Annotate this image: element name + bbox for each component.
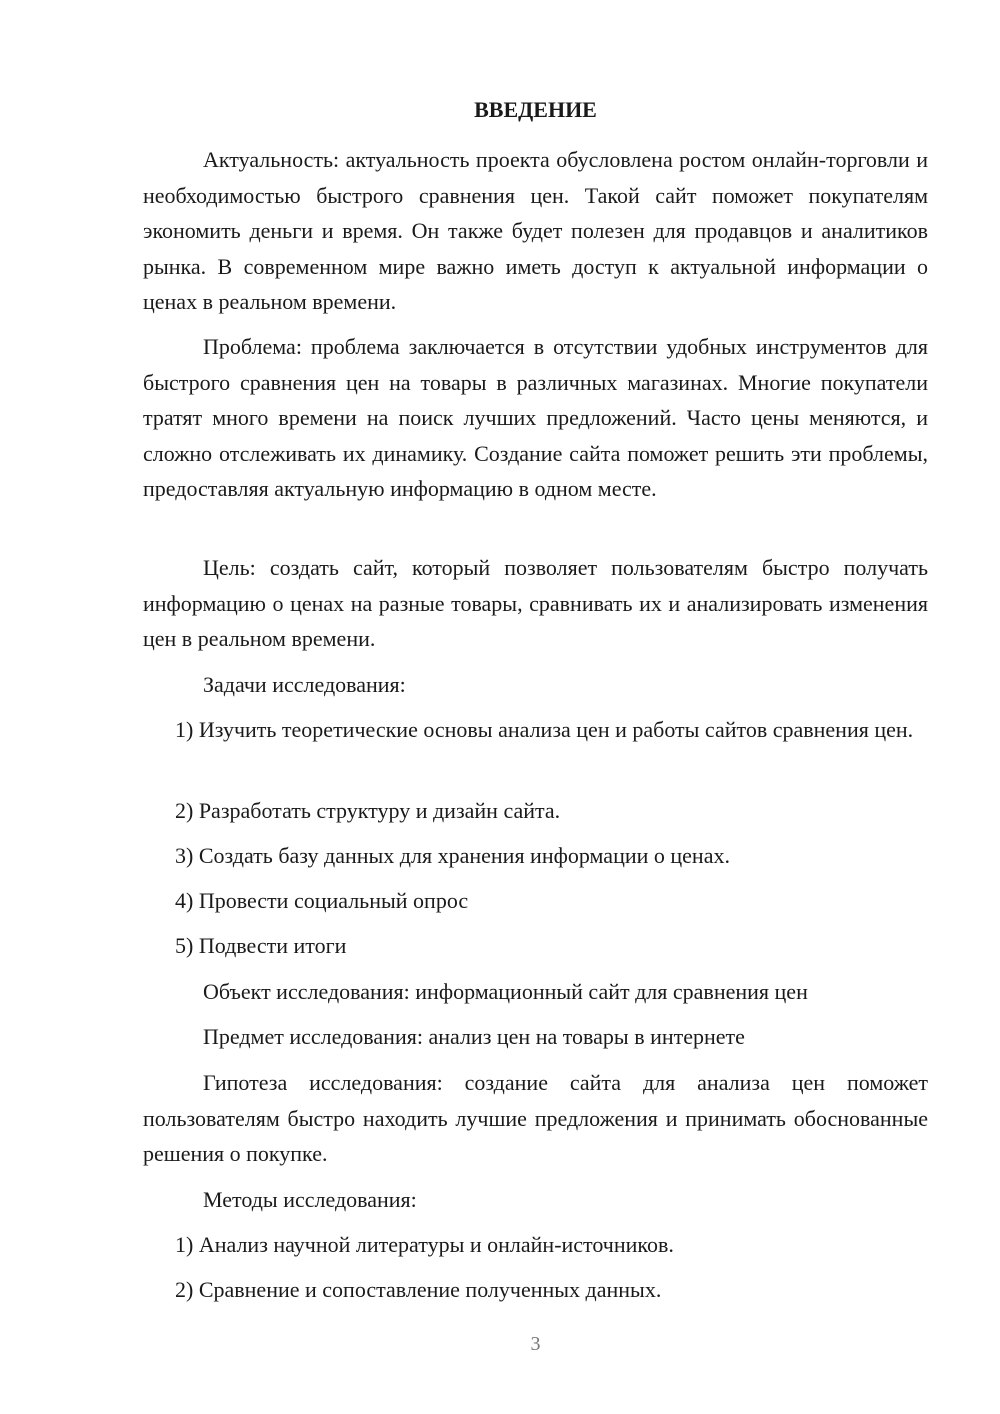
method-item-2: 2) Сравнение и сопоставление полученных данных. (175, 1277, 662, 1302)
hypothesis-paragraph: Гипотеза исследования: создание сайта для анализа цен поможет пользователям быстро находить лучшие предложения и принимать обоснованные решения о покупке. (143, 1070, 928, 1166)
problem-paragraph: Проблема: проблема заключается в отсутствии удобных инструментов для быстрого сравнения цен на товары в различных магазинах. Многие покупатели тратят много времени на поиск лучших предложений. Часто цены меняются, и сложно отслеживать их динамику. Создание сайта поможет решить эти проблемы, предоставляя актуальную информацию в одном месте. (143, 334, 928, 501)
task-item-2: 2) Разработать структуру и дизайн сайта. (175, 798, 561, 823)
research-object: Объект исследования: информационный сайт для сравнения цен (203, 979, 808, 1004)
section-title: ВВЕДЕНИЕ (474, 97, 597, 122)
task-item-3: 3) Создать базу данных для хранения информации о ценах. (175, 843, 730, 868)
relevance-paragraph: Актуальность: актуальность проекта обусловлена ростом онлайн-торговли и необходимостью быстрого сравнения цен. Такой сайт поможет покупателям экономить деньги и время. Он также будет полезен для продавцов и аналитиков рынка. В современном мире важно иметь доступ к актуальной информации о ценах в реальном времени. (143, 147, 928, 314)
document-page (143, 0, 928, 1414)
task-item-5: 5) Подвести итоги (175, 933, 347, 958)
goal-paragraph: Цель: создать сайт, который позволяет пользователям быстро получать информацию о ценах на разные товары, сравнивать их и анализировать изменения цен в реальном времени. (143, 555, 928, 651)
research-subject: Предмет исследования: анализ цен на товары в интернете (203, 1024, 745, 1049)
tasks-heading: Задачи исследования: (203, 672, 406, 697)
methods-heading: Методы исследования: (203, 1187, 417, 1212)
page-number: 3 (530, 1333, 541, 1355)
task-item-1: 1) Изучить теоретические основы анализа цен и работы сайтов сравнения цен. (175, 717, 914, 742)
method-item-1: 1) Анализ научной литературы и онлайн-источников. (175, 1232, 674, 1257)
task-item-4: 4) Провести социальный опрос (175, 888, 469, 913)
